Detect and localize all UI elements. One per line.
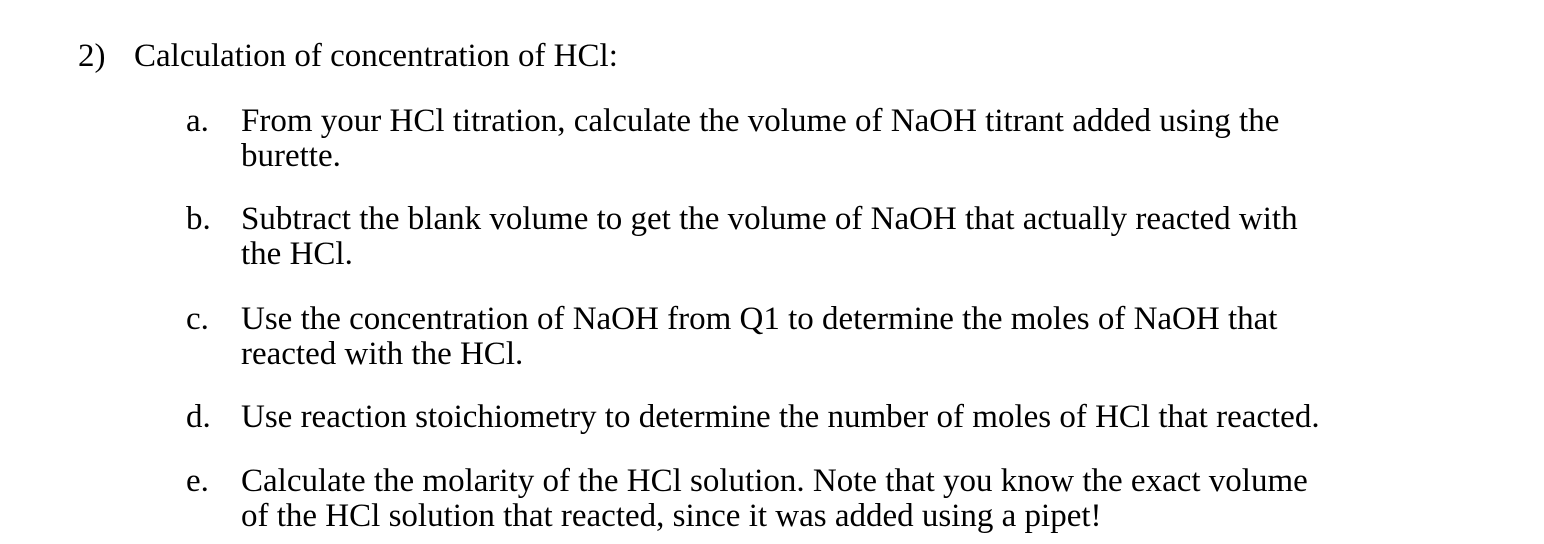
item-letter: c. bbox=[186, 301, 209, 337]
item-letter: a. bbox=[186, 103, 209, 139]
list-item bbox=[186, 202, 1421, 272]
item-letter: d. bbox=[186, 399, 211, 435]
item-text: Use reaction stoichiometry to determine the number of moles of HCl that reacted. bbox=[241, 399, 1320, 435]
item-letter: b. bbox=[186, 201, 211, 237]
item-text: Use the concentration of NaOH from Q1 to determine the moles of NaOH that reacted with the HCl. bbox=[241, 301, 1278, 372]
item-text: From your HCl titration, calculate the volume of NaOH titrant added using the burette. bbox=[241, 103, 1280, 174]
list-item bbox=[186, 464, 1421, 534]
list-item bbox=[186, 400, 1421, 435]
question-title: Calculation of concentration of HCl: bbox=[134, 38, 618, 74]
item-letter: e. bbox=[186, 463, 209, 499]
list-item bbox=[186, 302, 1421, 372]
item-text: Calculate the molarity of the HCl solution. Note that you know the exact volume of the HCl solution that reacted, since it was added using a pipet! bbox=[241, 463, 1308, 534]
list-item bbox=[186, 104, 1421, 174]
question-number: 2) bbox=[78, 38, 106, 74]
question-heading bbox=[78, 38, 618, 74]
item-text: Subtract the blank volume to get the volume of NaOH that actually reacted with the HCl. bbox=[241, 201, 1298, 272]
